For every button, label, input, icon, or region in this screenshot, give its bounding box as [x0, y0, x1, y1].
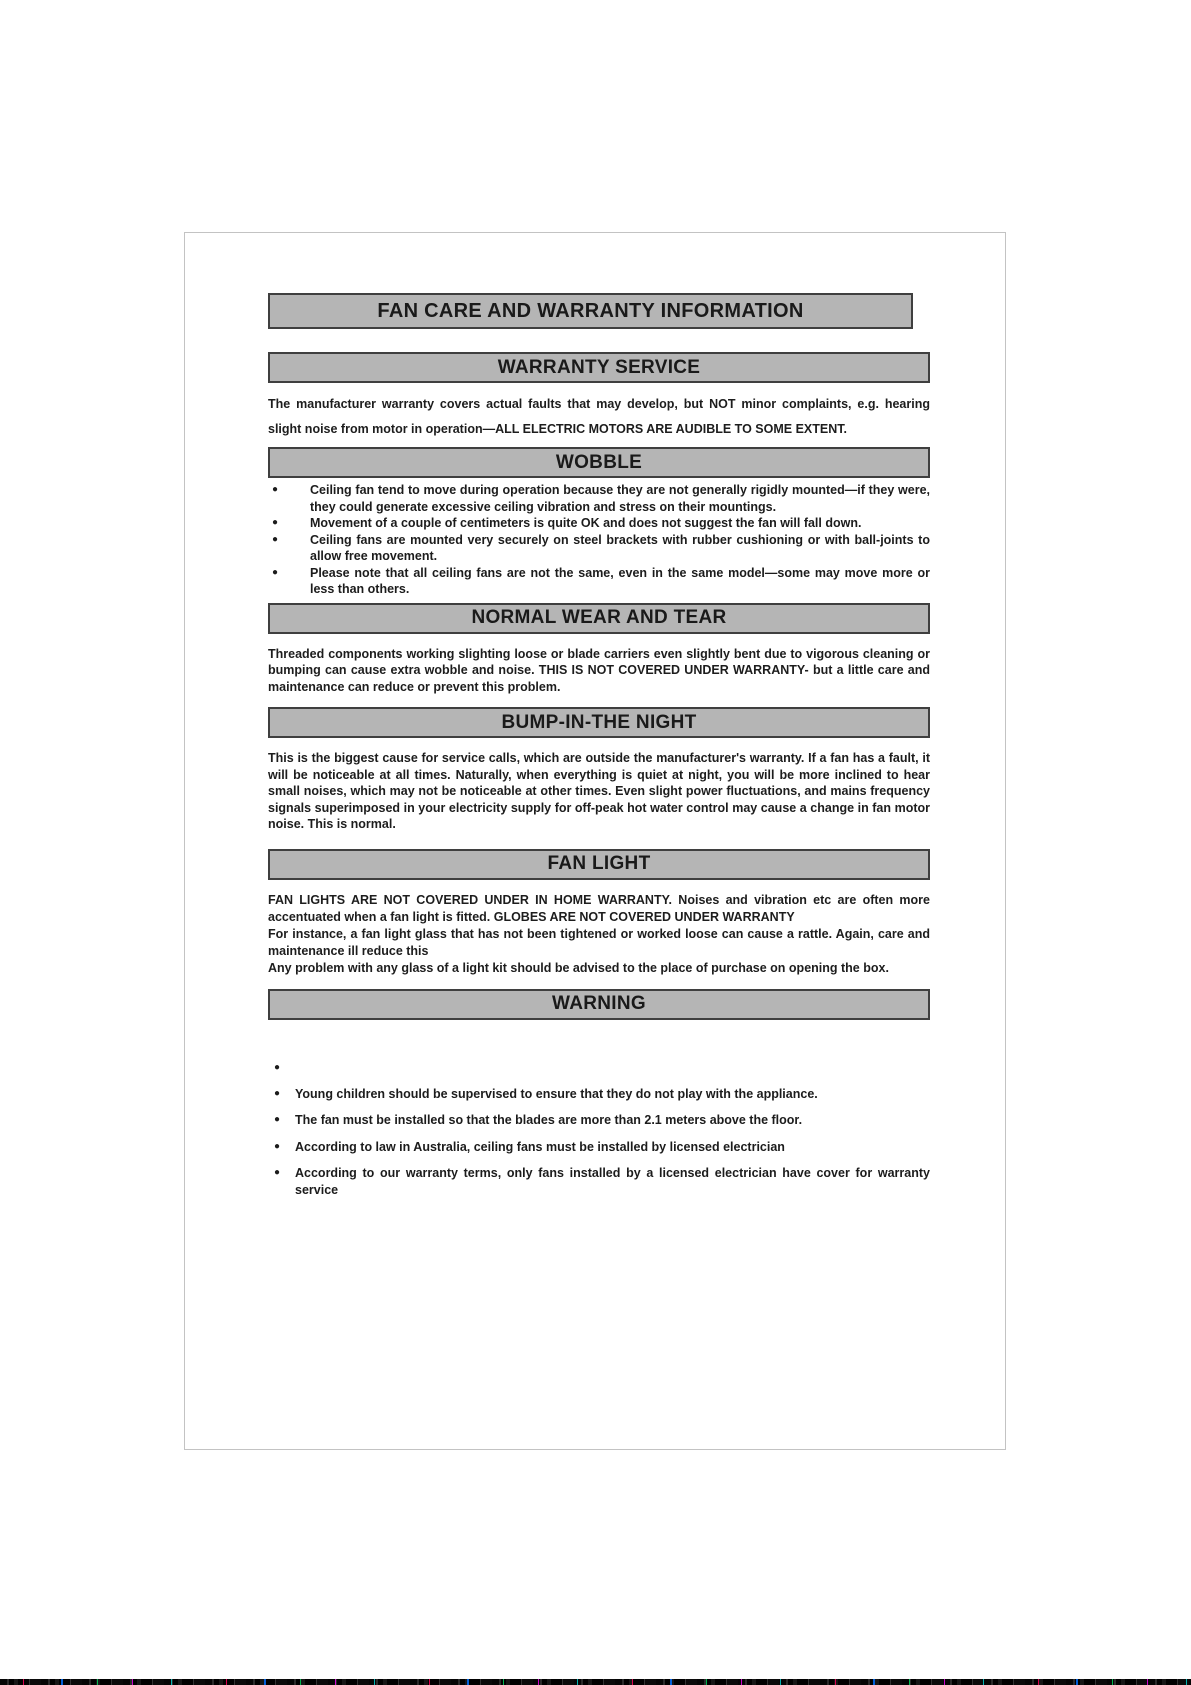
normal-wear-paragraph: Threaded components working slighting loose or blade carriers even slightly bent due to vigorous cleaning or bumping can cause extra wobble and noise. THIS IS NOT COVERED UNDER WARRANTY- but a little care and maintenance can reduce or prevent this problem.	[268, 646, 930, 694]
paragraph: Any problem with any glass of a light kit should be advised to the place of purchase on opening the box.	[268, 960, 889, 975]
paragraph: For instance, a fan light glass that has not been tightened or worked loose can cause a rattle. Again, care and maintenance ill reduce this	[268, 926, 930, 958]
list-item	[268, 532, 930, 565]
list-item-text: Please note that all ceiling fans are not the same, even in the same model—some may move more or less than others.	[310, 565, 930, 596]
section-header-bump-in-the-night: BUMP-IN-THE NIGHT	[268, 707, 930, 738]
list-item-text: Movement of a couple of centimeters is quite OK and does not suggest the fan will fall down.	[310, 516, 862, 530]
list-item	[268, 1086, 930, 1103]
list-item-text: According to law in Australia, ceiling fans must be installed by licensed electrician	[295, 1139, 785, 1154]
list-item-text	[295, 1060, 930, 1077]
bullet-icon: ●	[272, 533, 279, 545]
list-item	[268, 1112, 930, 1129]
paragraph: FAN LIGHTS ARE NOT COVERED UNDER IN HOME WARRANTY. Noises and vibration etc are often more accentuated when a fan light is fitted. GLOBES ARE NOT COVERED UNDER WARRANTY	[268, 892, 930, 924]
list-item-text: Young children should be supervised to ensure that they do not play with the appliance.	[295, 1086, 818, 1101]
bullet-icon: ●	[272, 484, 279, 495]
scan-noise-artifact	[0, 1679, 1191, 1685]
page-content	[185, 233, 1005, 1199]
bullet-icon: ●	[274, 1087, 281, 1099]
bullet-icon: ●	[274, 1167, 281, 1178]
bump-paragraph: This is the biggest cause for service calls, which are outside the manufacturer's warranty. If a fan has a fault, it will be noticeable at all times. Naturally, when everything is quiet at night, you will be more inclined to hear small noises, which may not be noticeable at other times. Even slight power fluctuations, and mains frequency signals superimposed in your electricity supply for off-peak hot water control may cause a change in fan motor noise. This is normal.	[268, 751, 930, 831]
section-header-warranty-service: WARRANTY SERVICE	[268, 352, 930, 383]
list-item	[268, 1139, 930, 1156]
section-header-wobble: WOBBLE	[268, 447, 930, 478]
page-title: FAN CARE AND WARRANTY INFORMATION	[268, 293, 913, 329]
bullet-icon: ●	[274, 1061, 281, 1073]
list-item	[268, 1165, 930, 1199]
list-item-text: According to our warranty terms, only fans installed by a licensed electrician have cover for warranty service	[295, 1166, 930, 1197]
section-header-warning: WARNING	[268, 989, 930, 1020]
wobble-bullet-list	[268, 482, 930, 598]
bullet-icon: ●	[272, 566, 279, 578]
bullet-icon: ●	[274, 1140, 281, 1152]
list-item-text: Ceiling fans are mounted very securely on steel brackets with rubber cushioning or with ball-joints to allow free movement.	[310, 532, 930, 563]
list-item-text: Ceiling fan tend to move during operation because they are not generally rigidly mounted—if they were, they could generate excessive ceiling vibration and stress on their mountings.	[310, 483, 930, 514]
list-item	[268, 565, 930, 598]
section-header-normal-wear: NORMAL WEAR AND TEAR	[268, 603, 930, 634]
section-header-fan-light: FAN LIGHT	[268, 849, 930, 880]
document-page	[184, 232, 1006, 1450]
list-item	[268, 482, 930, 515]
warranty-service-paragraph: The manufacturer warranty covers actual faults that may develop, but NOT minor complaints, e.g. hearing slight noise from motor in operation—ALL ELECTRIC MOTORS ARE AUDIBLE TO SOME EXTENT.	[268, 397, 930, 436]
warning-bullet-list	[268, 1060, 930, 1200]
fan-light-paragraphs	[268, 892, 930, 977]
list-item	[268, 1060, 930, 1077]
list-item-text: The fan must be installed so that the blades are more than 2.1 meters above the floor.	[295, 1113, 803, 1127]
list-item	[268, 515, 930, 532]
bullet-icon: ●	[272, 517, 279, 528]
bullet-icon: ●	[274, 1114, 281, 1125]
